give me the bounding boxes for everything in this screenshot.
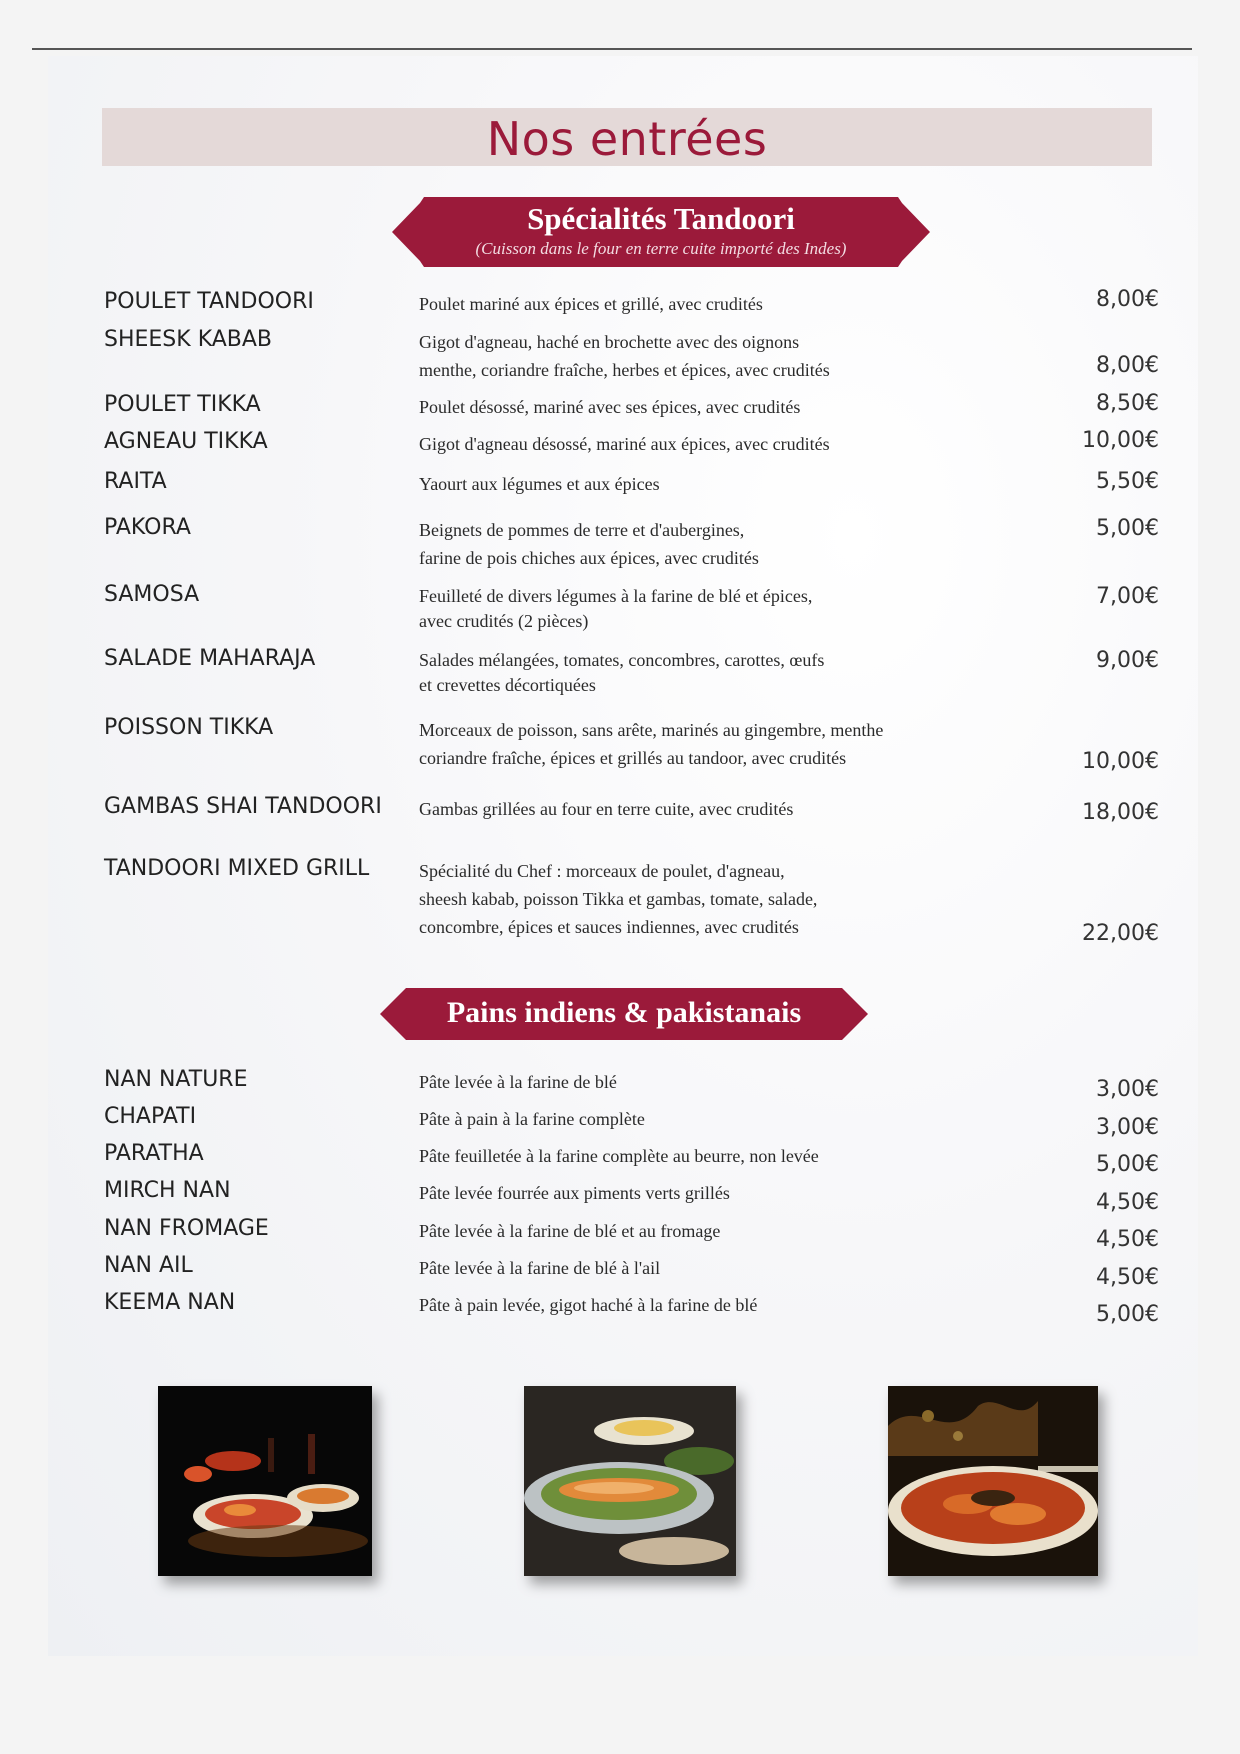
menu-item-name: SALADE MAHARAJA <box>104 646 316 671</box>
section-banner-tandoori <box>392 197 930 267</box>
menu-item-description: Pâte à pain levée, gigot haché à la farine de blé <box>419 1295 758 1315</box>
menu-item-price: 22,00€ <box>1082 921 1159 946</box>
menu-item-description: Pâte à pain à la farine complète <box>419 1109 645 1129</box>
menu-item-price: 8,50€ <box>1096 391 1159 416</box>
menu-item-name: MIRCH NAN <box>104 1178 231 1203</box>
section-title: Spécialités Tandoori <box>527 201 795 236</box>
menu-item-price: 5,00€ <box>1096 1302 1159 1327</box>
menu-item-price: 4,50€ <box>1096 1190 1159 1215</box>
menu-item-name: AGNEAU TIKKA <box>104 429 268 454</box>
menu-item-price: 8,00€ <box>1096 287 1159 312</box>
menu-item-description: Pâte levée à la farine de blé <box>419 1072 617 1092</box>
menu-item-price: 5,00€ <box>1096 516 1159 541</box>
menu-item-name: NAN NATURE <box>104 1067 248 1092</box>
menu-item-description: Poulet désossé, mariné avec ses épices, avec crudités <box>419 397 801 417</box>
menu-item-price: 9,00€ <box>1096 648 1159 673</box>
menu-item-price: 5,00€ <box>1096 1152 1159 1177</box>
menu-item-description: Pâte levée à la farine de blé à l'ail <box>419 1258 661 1278</box>
menu-item-price: 18,00€ <box>1082 800 1159 825</box>
menu-item-name: TANDOORI MIXED GRILL <box>104 856 370 881</box>
menu-item-name: POULET TIKKA <box>104 392 261 417</box>
menu-item-name: SHEESK KABAB <box>104 327 273 352</box>
menu-item-description: Beignets de pommes de terre et d'aubergines, farine de pois chiches aux épices, avec crudités <box>419 520 759 568</box>
menu-item-description: Pâte feuilletée à la farine complète au beurre, non levée <box>419 1146 819 1166</box>
menu-item-description: Gigot d'agneau désossé, mariné aux épices, avec crudités <box>419 434 830 454</box>
food-photo-plates <box>158 1386 372 1576</box>
menu-item-description: Feuilleté de divers légumes à la farine de blé et épices, avec crudités (2 pièces) <box>419 586 813 631</box>
menu-item-description: Morceaux de poisson, sans arête, marinés au gingembre, menthe coriandre fraîche, épices et grillés au tandoor, avec crudités <box>419 720 884 768</box>
menu-item-description: Gigot d'agneau, haché en brochette avec des oignons menthe, coriandre fraîche, herbes et épices, avec crudités <box>419 332 830 380</box>
menu-item-name: NAN AIL <box>104 1253 193 1278</box>
menu-item-description: Spécialité du Chef : morceaux de poulet, d'agneau, sheesh kabab, poisson Tikka et gambas, tomate, salade, concombre, épices et sauces indiennes, avec crudités <box>419 861 818 937</box>
top-rule <box>32 48 1192 50</box>
menu-item-price: 4,50€ <box>1096 1265 1159 1290</box>
food-photo-grilled-dish <box>888 1386 1098 1576</box>
title-band <box>102 108 1152 166</box>
menu-item-description: Poulet mariné aux épices et grillé, avec crudités <box>419 294 763 314</box>
menu-item-description: Salades mélangées, tomates, concombres, carottes, œufs et crevettes décortiquées <box>419 650 825 695</box>
section-title: Pains indiens & pakistanais <box>446 996 802 1029</box>
menu-item-name: CHAPATI <box>104 1104 197 1129</box>
menu-item-name: PARATHA <box>104 1141 204 1166</box>
menu-item-name: PAKORA <box>104 515 191 540</box>
menu-item-name: SAMOSA <box>104 582 200 607</box>
menu-item-description: Gambas grillées au four en terre cuite, avec crudités <box>419 799 794 819</box>
food-photo-fish-platter <box>524 1386 736 1576</box>
menu-item-name: GAMBAS SHAI TANDOORI <box>104 794 382 819</box>
menu-item-price: 8,00€ <box>1096 353 1159 378</box>
menu-item-name: KEEMA NAN <box>104 1290 236 1315</box>
menu-item-name: POULET TANDOORI <box>104 289 314 314</box>
menu-item-price: 3,00€ <box>1096 1077 1159 1102</box>
menu-item-description: Pâte levée à la farine de blé et au fromage <box>419 1221 721 1241</box>
page-title: Nos entrées <box>486 112 768 166</box>
menu-item-description: Pâte levée fourrée aux piments verts grillés <box>419 1183 730 1203</box>
menu-item-description: Yaourt aux légumes et aux épices <box>419 474 660 494</box>
menu-item-price: 10,00€ <box>1082 428 1159 453</box>
menu-item-name: RAITA <box>104 469 167 494</box>
menu-item-name: NAN FROMAGE <box>104 1216 269 1241</box>
section-subtitle: (Cuisson dans le four en terre cuite importé des Indes) <box>475 239 847 258</box>
menu-item-price: 4,50€ <box>1096 1227 1159 1252</box>
menu-item-price: 3,00€ <box>1096 1115 1159 1140</box>
menu-item-price: 7,00€ <box>1096 584 1159 609</box>
menu-item-name: POISSON TIKKA <box>104 715 274 740</box>
section-banner-pains <box>380 988 868 1040</box>
menu-item-price: 5,50€ <box>1096 469 1159 494</box>
menu-item-price: 10,00€ <box>1082 749 1159 774</box>
